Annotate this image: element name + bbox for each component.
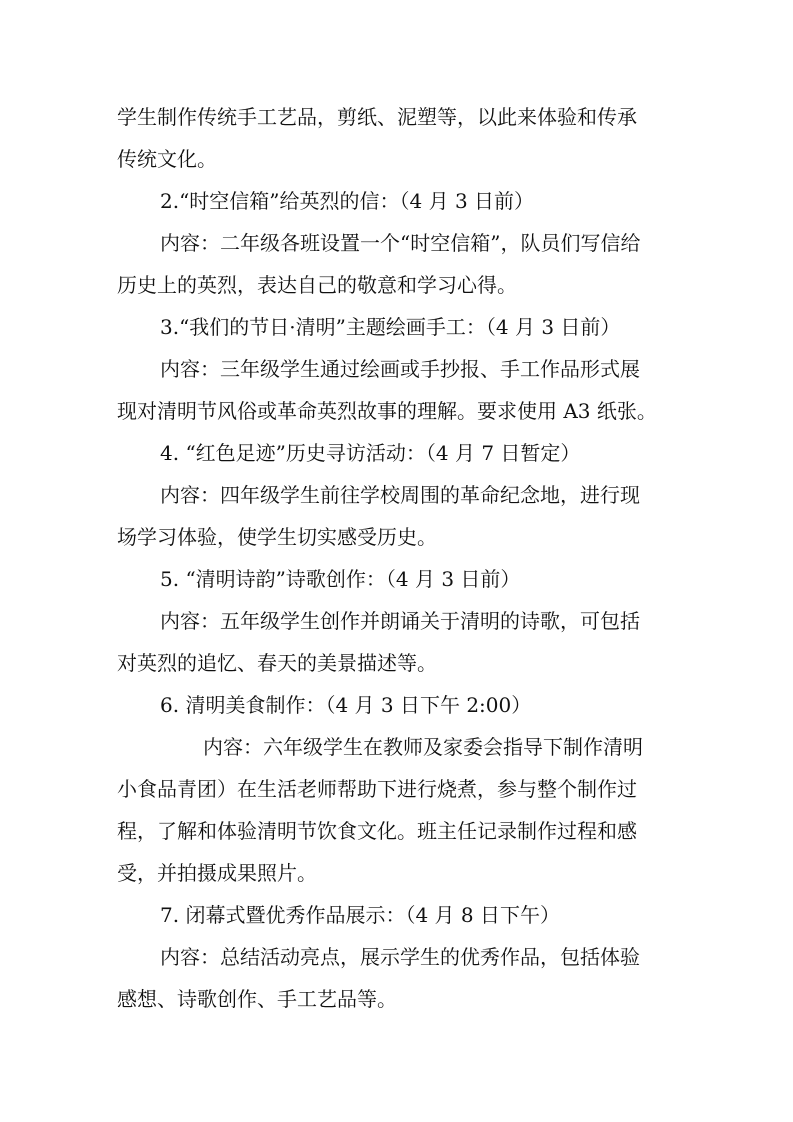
item-7-content-line-2: 感想、诗歌创作、手工艺品等。 [117,987,397,1011]
item-7-heading: 7. 闭幕式暨优秀作品展示：（4 月 8 日下午） [160,903,560,927]
item-4-content-line-2: 场学习体验，使学生切实感受历史。 [117,525,437,549]
item-7-content-line-1: 内容：总结活动亮点，展示学生的优秀作品，包括体验 [160,945,640,969]
item-6-content-line-2: 小食品青团）在生活老师帮助下进行烧煮，参与整个制作过 [117,777,637,801]
item-6-content-line-1: 内容：六年级学生在教师及家委会指导下制作清明 [203,735,643,759]
item-6-heading: 6. 清明美食制作：（4 月 3 日下午 2:00） [160,693,532,717]
text-line-2: 传统文化。 [117,147,217,171]
item-2-heading: 2.“时空信箱”给英烈的信：（4 月 3 日前） [160,189,535,213]
item-4-content-line-1: 内容：四年级学生前往学校周围的革命纪念地，进行现 [160,483,640,507]
text-line-1: 学生制作传统手工艺品，剪纸、泥塑等，以此来体验和传承 [117,105,637,129]
item-3-content-line-2: 现对清明节风俗或革命英烈故事的理解。要求使用 A3 纸张。 [117,399,657,423]
item-3-heading: 3.“我们的节日·清明”主题绘画手工：（4 月 3 日前） [160,315,621,339]
item-5-heading: 5. “清明诗韵”诗歌创作：（4 月 3 日前） [160,567,521,591]
item-5-content-line-1: 内容：五年级学生创作并朗诵关于清明的诗歌，可包括 [160,609,640,633]
item-6-content-line-3: 程，了解和体验清明节饮食文化。班主任记录制作过程和感 [117,819,637,843]
item-4-heading: 4. “红色足迹”历史寻访活动：（4 月 7 日暂定） [160,441,581,465]
item-6-content-line-4: 受，并拍摄成果照片。 [117,861,317,885]
item-2-content-line-2: 历史上的英烈，表达自己的敬意和学习心得。 [117,273,517,297]
item-5-content-line-2: 对英烈的追忆、春天的美景描述等。 [117,651,437,675]
item-3-content-line-1: 内容：三年级学生通过绘画或手抄报、手工作品形式展 [160,357,640,381]
item-2-content-line-1: 内容：二年级各班设置一个“时空信箱”，队员们写信给 [160,231,641,255]
